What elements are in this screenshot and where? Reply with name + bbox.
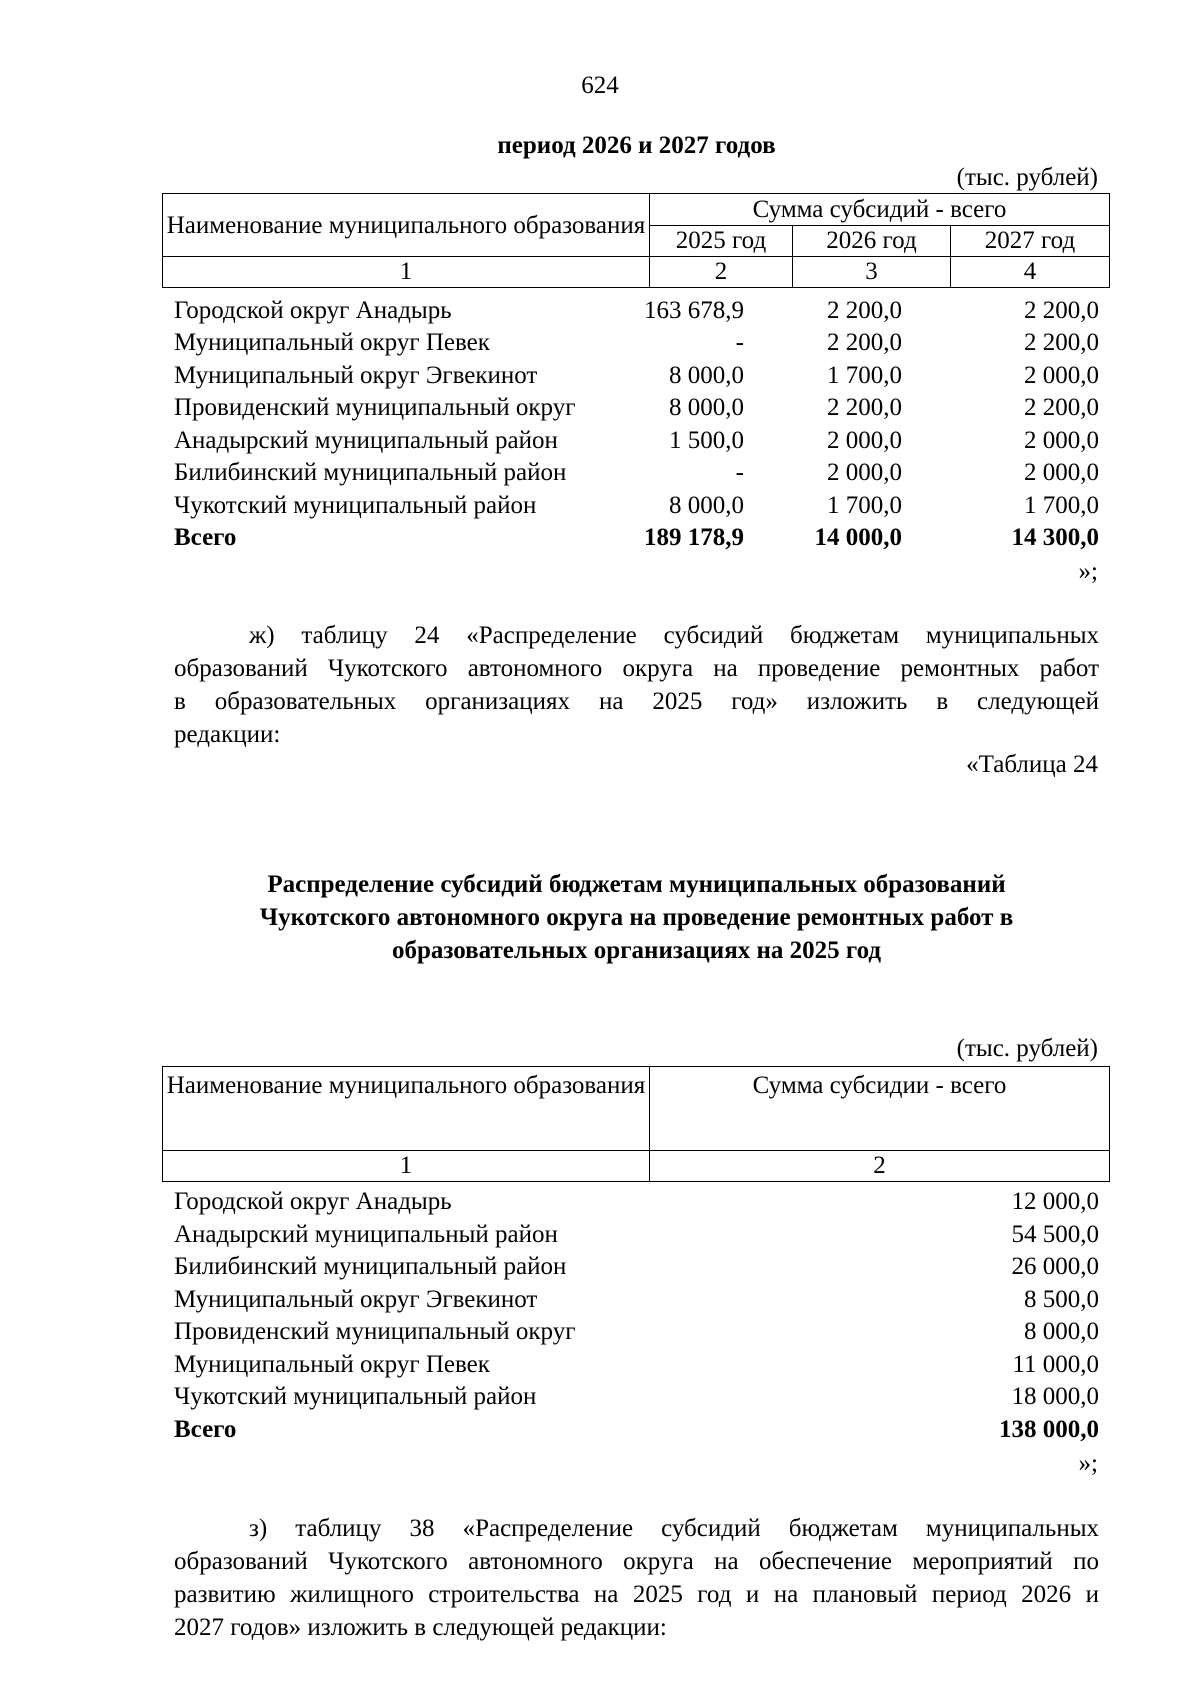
col-number-1: 1 bbox=[163, 1151, 650, 1182]
table24-title bbox=[174, 868, 1099, 967]
table-row bbox=[174, 1219, 1099, 1251]
paragraph-line: з) таблицу 38 «Распределение субсидий бюджетам муниципальных bbox=[249, 1515, 1099, 1542]
row-name: Анадырский муниципальный район bbox=[174, 427, 558, 454]
col-sum-header: Сумма субсидий - всего bbox=[650, 194, 1110, 226]
row-value-2027: 2 000,0 bbox=[1024, 459, 1099, 486]
table-row bbox=[174, 490, 1099, 522]
table-row bbox=[174, 1186, 1099, 1218]
row-value-2027: 2 000,0 bbox=[1024, 427, 1099, 454]
closing-quote: »; bbox=[1078, 1450, 1098, 1477]
row-name: Провиденский муниципальный округ bbox=[174, 1318, 576, 1345]
closing-quote: »; bbox=[1078, 558, 1098, 585]
paragraph-line: образований Чукотского автономного округа на проведение ремонтных работ bbox=[174, 655, 1099, 682]
table-label: «Таблица 24 bbox=[966, 751, 1098, 778]
row-name: Городской округ Анадырь bbox=[174, 297, 452, 324]
title-line: Распределение субсидий бюджетам муниципальных образований bbox=[267, 871, 1006, 898]
row-name: Билибинский муниципальный район bbox=[174, 459, 567, 486]
table24-header bbox=[162, 1066, 1110, 1182]
table-row bbox=[174, 1349, 1099, 1381]
row-value: 8 000,0 bbox=[1024, 1318, 1099, 1345]
row-value: 54 500,0 bbox=[1011, 1221, 1099, 1248]
col-name-header: Наименование муниципального образования bbox=[163, 1067, 650, 1151]
title-line: образовательных организациях на 2025 год bbox=[391, 937, 882, 964]
row-value-2025: - bbox=[735, 329, 744, 356]
row-value-2026: 2 200,0 bbox=[827, 329, 902, 356]
table24-units: (тыс. рублей) bbox=[956, 1035, 1098, 1062]
row-value-2026: 2 200,0 bbox=[827, 297, 902, 324]
col-number-3: 3 bbox=[793, 257, 951, 288]
col-sum-header: Сумма субсидии - всего bbox=[650, 1067, 1110, 1151]
paragraph-line: 2027 годов» изложить в следующей редакции: bbox=[174, 1614, 667, 1641]
total-value-2026: 14 000,0 bbox=[814, 524, 902, 551]
table-row bbox=[174, 392, 1099, 424]
total-value: 138 000,0 bbox=[999, 1416, 1099, 1443]
row-name: Городской округ Анадырь bbox=[174, 1188, 452, 1215]
table-row bbox=[174, 425, 1099, 457]
paragraph-line: редакции: bbox=[174, 721, 281, 748]
row-value-2025: 8 000,0 bbox=[669, 394, 744, 421]
top-table-header bbox=[162, 193, 1110, 288]
paragraph-z bbox=[174, 1512, 1099, 1644]
top-table-heading: период 2026 и 2027 годов bbox=[497, 132, 776, 159]
table-row bbox=[174, 1316, 1099, 1348]
row-name: Анадырский муниципальный район bbox=[174, 1221, 558, 1248]
col-number-2: 2 bbox=[650, 257, 793, 288]
row-name: Муниципальный округ Певек bbox=[174, 329, 490, 356]
row-value-2025: 8 000,0 bbox=[669, 492, 744, 519]
col-number-2: 2 bbox=[650, 1151, 1110, 1182]
row-value-2026: 1 700,0 bbox=[827, 362, 902, 389]
year-2027-header: 2027 год bbox=[951, 226, 1110, 257]
row-value: 12 000,0 bbox=[1011, 1188, 1099, 1215]
table-row bbox=[174, 360, 1099, 392]
row-value: 11 000,0 bbox=[1012, 1351, 1099, 1378]
year-2026-header: 2026 год bbox=[793, 226, 951, 257]
row-value: 8 500,0 bbox=[1024, 1286, 1099, 1313]
top-table-units: (тыс. рублей) bbox=[956, 164, 1098, 191]
row-value-2027: 2 200,0 bbox=[1024, 329, 1099, 356]
paragraph-zh bbox=[174, 619, 1099, 751]
col-number-4: 4 bbox=[951, 257, 1110, 288]
row-value-2025: 8 000,0 bbox=[669, 362, 744, 389]
row-name: Чукотский муниципальный район bbox=[174, 492, 537, 519]
row-value: 26 000,0 bbox=[1011, 1253, 1099, 1280]
row-name: Билибинский муниципальный район bbox=[174, 1253, 567, 1280]
row-value-2027: 1 700,0 bbox=[1024, 492, 1099, 519]
row-value-2027: 2 200,0 bbox=[1024, 297, 1099, 324]
table-row bbox=[174, 327, 1099, 359]
row-value-2025: - bbox=[735, 459, 744, 486]
paragraph-line: образований Чукотского автономного округа на обеспечение мероприятий по bbox=[174, 1548, 1099, 1575]
row-name: Чукотский муниципальный район bbox=[174, 1383, 537, 1410]
row-value-2026: 1 700,0 bbox=[827, 492, 902, 519]
row-value-2026: 2 000,0 bbox=[827, 427, 902, 454]
total-row bbox=[174, 1414, 1099, 1446]
row-value-2026: 2 200,0 bbox=[827, 394, 902, 421]
row-name: Муниципальный округ Певек bbox=[174, 1351, 490, 1378]
total-row bbox=[174, 522, 1099, 554]
col-name-header: Наименование муниципального образования bbox=[163, 194, 650, 257]
page-number: 624 bbox=[581, 72, 619, 99]
table-row bbox=[174, 1284, 1099, 1316]
total-value-2027: 14 300,0 bbox=[1011, 524, 1099, 551]
paragraph-line: развитию жилищного строительства на 2025 год и на плановый период 2026 и bbox=[174, 1581, 1099, 1608]
row-value-2025: 163 678,9 bbox=[644, 297, 744, 324]
total-value-2025: 189 178,9 bbox=[644, 524, 744, 551]
total-label: Всего bbox=[174, 1416, 237, 1443]
table-row bbox=[174, 295, 1099, 327]
total-label: Всего bbox=[174, 524, 237, 551]
row-name: Муниципальный округ Эгвекинот bbox=[174, 362, 538, 389]
row-name: Провиденский муниципальный округ bbox=[174, 394, 576, 421]
row-value: 18 000,0 bbox=[1011, 1383, 1099, 1410]
row-value-2025: 1 500,0 bbox=[669, 427, 744, 454]
table-row bbox=[174, 1381, 1099, 1413]
col-number-1: 1 bbox=[163, 257, 650, 288]
title-line: Чукотского автономного округа на проведение ремонтных работ в bbox=[259, 904, 1014, 931]
paragraph-line: ж) таблицу 24 «Распределение субсидий бюджетам муниципальных bbox=[249, 622, 1099, 649]
row-value-2027: 2 000,0 bbox=[1024, 362, 1099, 389]
row-value-2026: 2 000,0 bbox=[827, 459, 902, 486]
year-2025-header: 2025 год bbox=[650, 226, 793, 257]
table-row bbox=[174, 457, 1099, 489]
row-value-2027: 2 200,0 bbox=[1024, 394, 1099, 421]
paragraph-line: в образовательных организациях на 2025 год» изложить в следующей bbox=[174, 688, 1099, 715]
table-row bbox=[174, 1251, 1099, 1283]
row-name: Муниципальный округ Эгвекинот bbox=[174, 1286, 538, 1313]
